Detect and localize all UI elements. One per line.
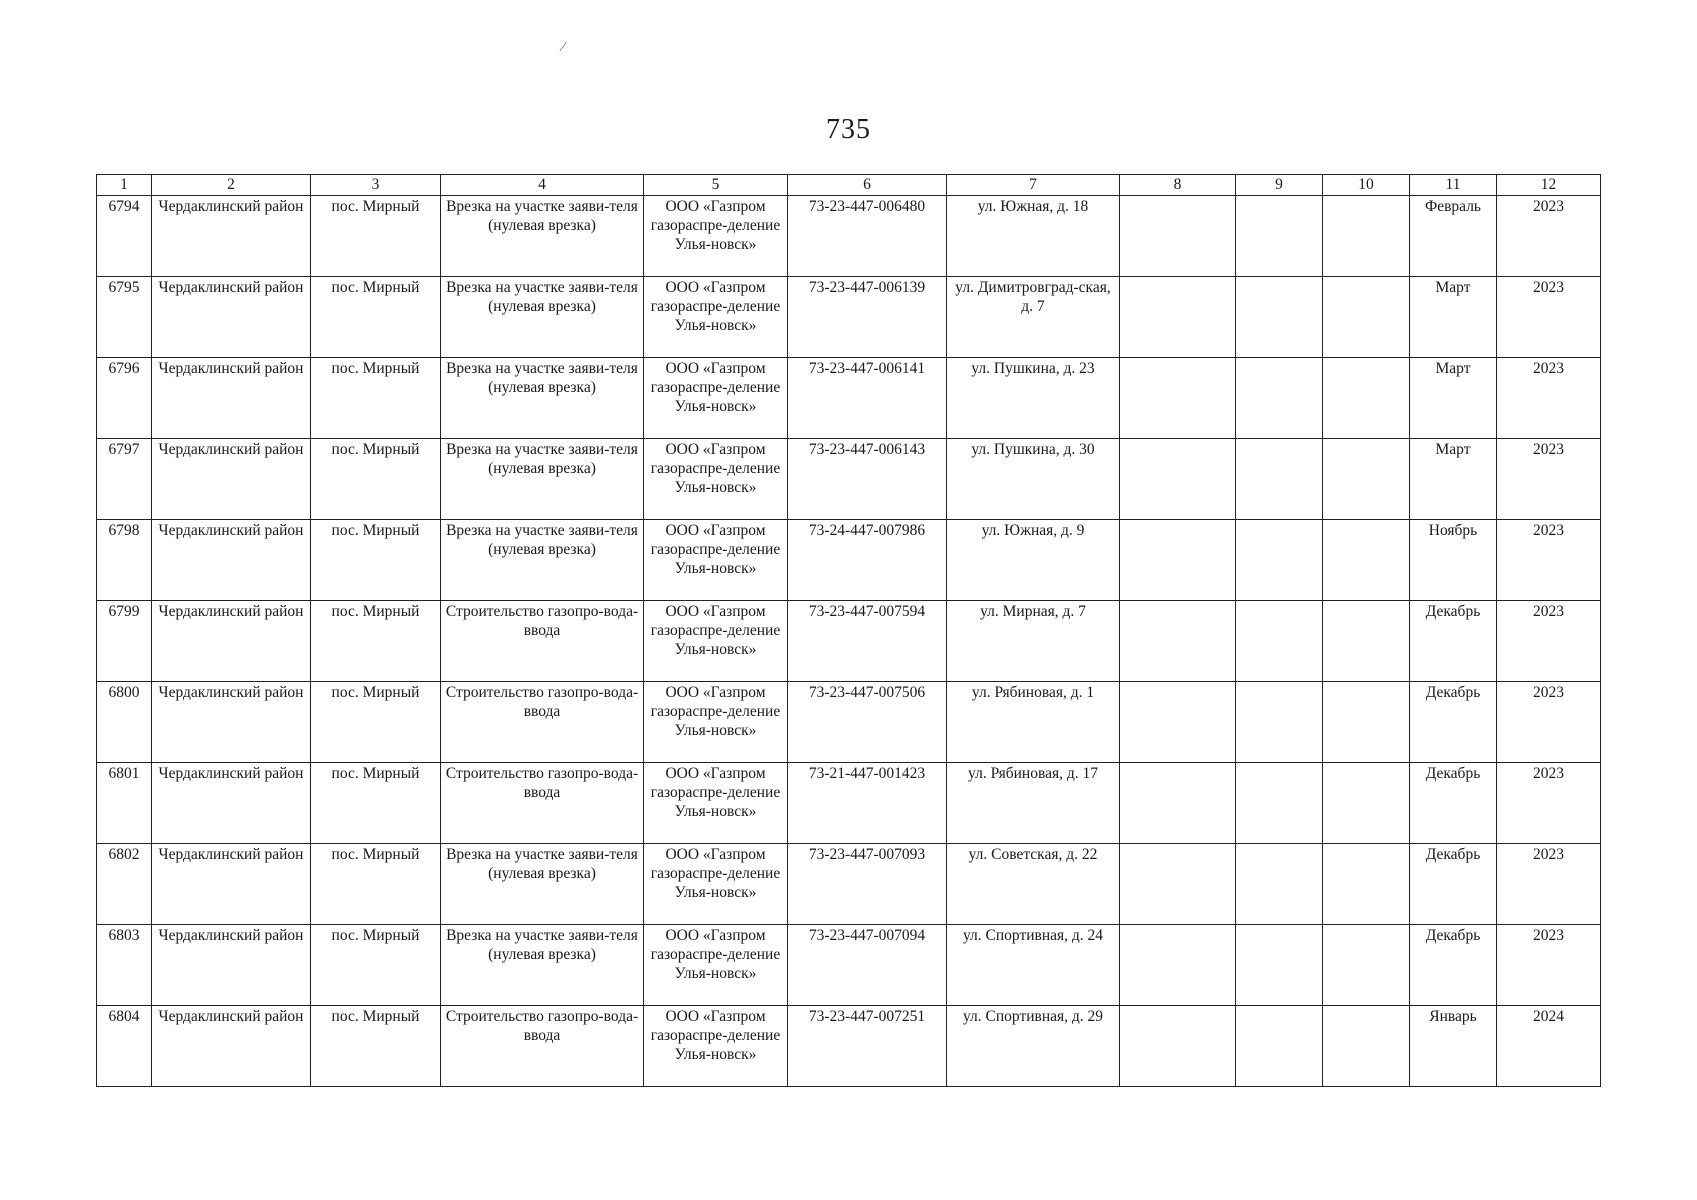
district-cell: Чердаклинский район: [152, 277, 311, 358]
column-9-cell: [1236, 844, 1323, 925]
column-8-cell: [1120, 763, 1236, 844]
organization-cell: ООО «Газпром газораспре-деление Улья-новск»: [644, 196, 788, 277]
year-cell: 2023: [1497, 358, 1601, 439]
table-row: [97, 925, 1601, 1006]
column-10-cell: [1323, 277, 1410, 358]
object-code-cell: 73-23-447-007093: [788, 844, 947, 925]
object-code-cell: 73-23-447-006143: [788, 439, 947, 520]
year-cell: 2023: [1497, 601, 1601, 682]
table-row: [97, 358, 1601, 439]
address-cell: ул. Пушкина, д. 23: [947, 358, 1120, 439]
settlement-cell: пос. Мирный: [311, 1006, 441, 1087]
column-8-cell: [1120, 682, 1236, 763]
object-code-cell: 73-23-447-007094: [788, 925, 947, 1006]
register-table: [96, 174, 1601, 1087]
month-cell: Декабрь: [1410, 844, 1497, 925]
work-type-cell: Врезка на участке заяви-теля (нулевая врезка): [441, 925, 644, 1006]
row-number: 6798: [97, 520, 152, 601]
column-header-7: 7: [947, 175, 1120, 196]
district-cell: Чердаклинский район: [152, 844, 311, 925]
object-code-cell: 73-23-447-007251: [788, 1006, 947, 1087]
column-8-cell: [1120, 196, 1236, 277]
column-8-cell: [1120, 844, 1236, 925]
object-code-cell: 73-23-447-006480: [788, 196, 947, 277]
object-code-cell: 73-23-447-007594: [788, 601, 947, 682]
column-10-cell: [1323, 196, 1410, 277]
column-8-cell: [1120, 1006, 1236, 1087]
work-type-cell: Врезка на участке заяви-теля (нулевая врезка): [441, 439, 644, 520]
year-cell: 2023: [1497, 682, 1601, 763]
district-cell: Чердаклинский район: [152, 763, 311, 844]
column-10-cell: [1323, 925, 1410, 1006]
column-10-cell: [1323, 601, 1410, 682]
row-number: 6796: [97, 358, 152, 439]
row-number: 6795: [97, 277, 152, 358]
month-cell: Декабрь: [1410, 763, 1497, 844]
month-cell: Декабрь: [1410, 925, 1497, 1006]
address-cell: ул. Димитровград-ская, д. 7: [947, 277, 1120, 358]
column-header-11: 11: [1410, 175, 1497, 196]
table-row: [97, 196, 1601, 277]
column-10-cell: [1323, 844, 1410, 925]
year-cell: 2023: [1497, 844, 1601, 925]
organization-cell: ООО «Газпром газораспре-деление Улья-новск»: [644, 520, 788, 601]
table-row: [97, 682, 1601, 763]
object-code-cell: 73-23-447-006141: [788, 358, 947, 439]
row-number: 6801: [97, 763, 152, 844]
settlement-cell: пос. Мирный: [311, 763, 441, 844]
year-cell: 2023: [1497, 277, 1601, 358]
column-header-12: 12: [1497, 175, 1601, 196]
organization-cell: ООО «Газпром газораспре-деление Улья-новск»: [644, 1006, 788, 1087]
work-type-cell: Строительство газопро-вода-ввода: [441, 682, 644, 763]
object-code-cell: 73-23-447-006139: [788, 277, 947, 358]
column-8-cell: [1120, 439, 1236, 520]
organization-cell: ООО «Газпром газораспре-деление Улья-новск»: [644, 601, 788, 682]
column-9-cell: [1236, 520, 1323, 601]
month-cell: Январь: [1410, 1006, 1497, 1087]
row-number: 6800: [97, 682, 152, 763]
address-cell: ул. Спортивная, д. 29: [947, 1006, 1120, 1087]
district-cell: Чердаклинский район: [152, 601, 311, 682]
year-cell: 2023: [1497, 196, 1601, 277]
column-9-cell: [1236, 277, 1323, 358]
object-code-cell: 73-24-447-007986: [788, 520, 947, 601]
column-10-cell: [1323, 439, 1410, 520]
column-10-cell: [1323, 682, 1410, 763]
settlement-cell: пос. Мирный: [311, 196, 441, 277]
row-number: 6799: [97, 601, 152, 682]
work-type-cell: Строительство газопро-вода-ввода: [441, 601, 644, 682]
work-type-cell: Врезка на участке заяви-теля (нулевая врезка): [441, 196, 644, 277]
settlement-cell: пос. Мирный: [311, 358, 441, 439]
district-cell: Чердаклинский район: [152, 358, 311, 439]
column-10-cell: [1323, 520, 1410, 601]
table-row: [97, 601, 1601, 682]
organization-cell: ООО «Газпром газораспре-деление Улья-новск»: [644, 358, 788, 439]
column-header-1: 1: [97, 175, 152, 196]
work-type-cell: Строительство газопро-вода-ввода: [441, 763, 644, 844]
settlement-cell: пос. Мирный: [311, 601, 441, 682]
column-number-row: [97, 175, 1601, 196]
year-cell: 2024: [1497, 1006, 1601, 1087]
column-header-5: 5: [644, 175, 788, 196]
column-8-cell: [1120, 520, 1236, 601]
organization-cell: ООО «Газпром газораспре-деление Улья-новск»: [644, 925, 788, 1006]
organization-cell: ООО «Газпром газораспре-деление Улья-новск»: [644, 439, 788, 520]
column-header-3: 3: [311, 175, 441, 196]
address-cell: ул. Южная, д. 9: [947, 520, 1120, 601]
column-8-cell: [1120, 601, 1236, 682]
table-row: [97, 520, 1601, 601]
page-number: 735: [826, 114, 871, 145]
address-cell: ул. Южная, д. 18: [947, 196, 1120, 277]
column-9-cell: [1236, 358, 1323, 439]
year-cell: 2023: [1497, 925, 1601, 1006]
district-cell: Чердаклинский район: [152, 520, 311, 601]
settlement-cell: пос. Мирный: [311, 439, 441, 520]
object-code-cell: 73-23-447-007506: [788, 682, 947, 763]
year-cell: 2023: [1497, 763, 1601, 844]
column-9-cell: [1236, 196, 1323, 277]
address-cell: ул. Рябиновая, д. 17: [947, 763, 1120, 844]
settlement-cell: пос. Мирный: [311, 682, 441, 763]
row-number: 6794: [97, 196, 152, 277]
object-code-cell: 73-21-447-001423: [788, 763, 947, 844]
row-number: 6802: [97, 844, 152, 925]
column-header-9: 9: [1236, 175, 1323, 196]
work-type-cell: Врезка на участке заяви-теля (нулевая врезка): [441, 358, 644, 439]
address-cell: ул. Советская, д. 22: [947, 844, 1120, 925]
settlement-cell: пос. Мирный: [311, 844, 441, 925]
row-number: 6803: [97, 925, 152, 1006]
column-8-cell: [1120, 925, 1236, 1006]
row-number: 6804: [97, 1006, 152, 1087]
column-header-2: 2: [152, 175, 311, 196]
column-header-4: 4: [441, 175, 644, 196]
column-8-cell: [1120, 358, 1236, 439]
work-type-cell: Врезка на участке заяви-теля (нулевая врезка): [441, 277, 644, 358]
work-type-cell: Врезка на участке заяви-теля (нулевая врезка): [441, 520, 644, 601]
month-cell: Ноябрь: [1410, 520, 1497, 601]
settlement-cell: пос. Мирный: [311, 925, 441, 1006]
organization-cell: ООО «Газпром газораспре-деление Улья-новск»: [644, 844, 788, 925]
month-cell: Февраль: [1410, 196, 1497, 277]
table-row: [97, 277, 1601, 358]
table-body: [97, 196, 1601, 1087]
district-cell: Чердаклинский район: [152, 682, 311, 763]
month-cell: Март: [1410, 358, 1497, 439]
month-cell: Декабрь: [1410, 682, 1497, 763]
settlement-cell: пос. Мирный: [311, 520, 441, 601]
column-8-cell: [1120, 277, 1236, 358]
district-cell: Чердаклинский район: [152, 925, 311, 1006]
row-number: 6797: [97, 439, 152, 520]
column-9-cell: [1236, 682, 1323, 763]
district-cell: Чердаклинский район: [152, 439, 311, 520]
column-10-cell: [1323, 763, 1410, 844]
address-cell: ул. Рябиновая, д. 1: [947, 682, 1120, 763]
column-header-6: 6: [788, 175, 947, 196]
column-9-cell: [1236, 601, 1323, 682]
table-row: [97, 763, 1601, 844]
settlement-cell: пос. Мирный: [311, 277, 441, 358]
column-9-cell: [1236, 925, 1323, 1006]
column-9-cell: [1236, 763, 1323, 844]
address-cell: ул. Мирная, д. 7: [947, 601, 1120, 682]
year-cell: 2023: [1497, 520, 1601, 601]
work-type-cell: Строительство газопро-вода-ввода: [441, 1006, 644, 1087]
month-cell: Март: [1410, 439, 1497, 520]
scan-artifact: ⁄: [562, 40, 565, 55]
column-header-10: 10: [1323, 175, 1410, 196]
table-row: [97, 1006, 1601, 1087]
organization-cell: ООО «Газпром газораспре-деление Улья-новск»: [644, 682, 788, 763]
district-cell: Чердаклинский район: [152, 196, 311, 277]
month-cell: Декабрь: [1410, 601, 1497, 682]
district-cell: Чердаклинский район: [152, 1006, 311, 1087]
table-row: [97, 844, 1601, 925]
table-row: [97, 439, 1601, 520]
address-cell: ул. Спортивная, д. 24: [947, 925, 1120, 1006]
month-cell: Март: [1410, 277, 1497, 358]
column-header-8: 8: [1120, 175, 1236, 196]
work-type-cell: Врезка на участке заяви-теля (нулевая врезка): [441, 844, 644, 925]
year-cell: 2023: [1497, 439, 1601, 520]
organization-cell: ООО «Газпром газораспре-деление Улья-новск»: [644, 763, 788, 844]
column-10-cell: [1323, 1006, 1410, 1087]
organization-cell: ООО «Газпром газораспре-деление Улья-новск»: [644, 277, 788, 358]
column-9-cell: [1236, 439, 1323, 520]
address-cell: ул. Пушкина, д. 30: [947, 439, 1120, 520]
column-10-cell: [1323, 358, 1410, 439]
column-9-cell: [1236, 1006, 1323, 1087]
